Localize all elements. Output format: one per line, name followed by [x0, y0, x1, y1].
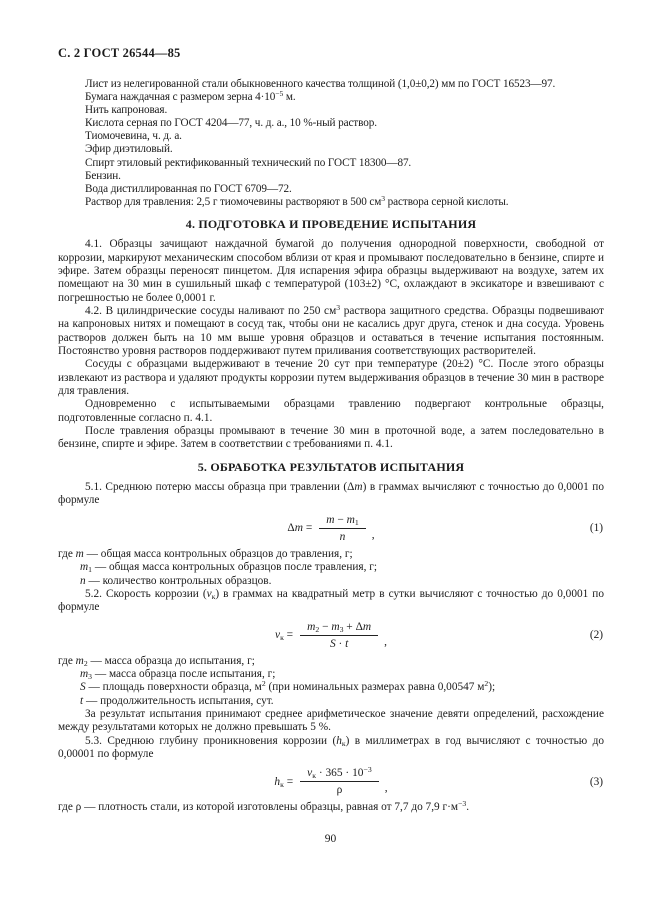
material-line: Спирт этиловый ректификованный технический по ГОСТ 18300—87. [85, 156, 412, 169]
paragraph-4-2: 4.2. В цилиндрические сосуды наливают по 250 $см^3$ раствора защитного средства. Образцы подвешивают на капроновых нитях и помещают в сосуд так, чтобы они не касались друг друга, стенок и дна сосуда. Уровень растворов должен быть на 10 мм выше уровня образцов и оставаться в течение испытания постоянным. Постоянство уровня растворов поддерживают путем приливания соответствующих растворителей. [58, 302, 604, 358]
page-header: С. 2 ГОСТ 26544—85 [58, 46, 181, 60]
formula-1-lhs: Δm = [287, 522, 313, 535]
formula-1-comma: , [371, 528, 375, 541]
section-4-heading: 4. ПОДГОТОВКА И ПРОВЕДЕНИЕ ИСПЫТАНИЯ [185, 216, 477, 231]
formula-2 [58, 620, 604, 651]
formula-2-comma: , [384, 635, 387, 648]
material-line: Нить капроновая. [85, 104, 168, 117]
formula-2-numerator: $m_2 - m_3 + \Delta m$ [300, 620, 378, 636]
definition-m2: где $m_2$ — масса образца до испытания, г; [58, 654, 255, 668]
definition-rho [58, 801, 604, 814]
definitions-formula-1 [58, 548, 604, 588]
paragraph-5-1: 5.1. Среднюю потерю массы образца при травлении (Δm) в граммах вычисляют с точностью до 0,0001 по формуле [58, 481, 604, 507]
formula-3-lhs: $h_к$ = [274, 775, 294, 789]
formula-1 [58, 513, 604, 544]
materials-list [58, 78, 604, 209]
definition-rho-line: где ρ — плотность стали, из которой изготовлены образцы, равная от 7,7 до 7,9 $г\cdot м^{-3}$. [58, 799, 470, 814]
definition-S: S — площадь поверхности образца, $м^2$ (при номинальных размерах равна 0,00547 $м^2$); [80, 679, 496, 694]
paragraph-result: За результат испытания принимают среднее арифметическое значение девяти определений, расхождение между результатами которых не должно превышать 5 %. [58, 707, 604, 734]
paragraph-control-samples: Одновременно с испытываемыми образцами травлению подвергают контрольные образцы, подготовленные согласно п. 4.1. [58, 398, 604, 424]
formula-3-comma: , [384, 782, 388, 795]
definition-t: t — продолжительность испытания, сут. [80, 694, 274, 707]
material-line: Раствор для травления: 2,5 г тиомочевины растворяют в 500 $см^3$ раствора серной кислоты. [85, 193, 509, 208]
paragraph-after-etching: После травления образцы промывают в течение 30 мин в проточной воде, а затем последовательно в бензине, спирте и эфире. Затем в соответствии с требованиями п. 4.1. [58, 425, 604, 451]
formula-3-fraction [300, 766, 379, 797]
formula-3 [58, 766, 604, 797]
definition-n: n — количество контрольных образцов. [80, 574, 272, 587]
formula-1-fraction [319, 513, 365, 544]
paragraph-4-1: 4.1. Образцы зачищают наждачной бумагой до получения однородной поверхности, свободной от коррозии, маркируют механическим способом вблизи от края и промывают последовательно в бензине, спирте и эфире. Затем образцы переносят пинцетом. Для испарения эфира образцы выдерживают на воздухе, затем их помещают на 30 мин в сушильный шкаф с температурой (103±2) °С, охлаждают в эксикаторе и взвешивают с погрешностью не более 0,0001 г. [58, 238, 604, 304]
formula-2-lhs: $v_к$ = [275, 629, 294, 643]
document-body [58, 218, 604, 815]
equation-number-3: (3) [589, 775, 603, 788]
equation-number-2: (2) [589, 629, 603, 642]
formula-2-fraction [300, 620, 378, 651]
paragraph-vessels: Сосуды с образцами выдерживают в течение 20 сут при температуре (20±2) °С. После этого образцы извлекают из раствора и удаляют продукты коррозии путем выдерживания образцов в течение 30 мин в растворе для травления. [58, 358, 604, 398]
definitions-formula-2 [58, 655, 604, 708]
paragraph-5-2: 5.2. Скорость коррозии $(v_к)$ в граммах на квадратный метр в сутки вычисляют с точностью до 0,0001 по формуле [58, 587, 604, 614]
formula-1-numerator: $m - m_1$ [319, 513, 365, 529]
material-line: Бензин. [85, 169, 121, 182]
material-line: Вода дистиллированная по ГОСТ 6709—72. [85, 182, 292, 195]
definition-m1: $m_1$ — общая масса контрольных образцов после травления, г; [80, 561, 378, 575]
page-number: 90 [324, 833, 337, 845]
material-line: Лист из нелегированной стали обыкновенного качества толщиной (1,0±0,2) мм по ГОСТ 16523—97. [85, 78, 556, 90]
formula-1-denominator: n [339, 530, 346, 543]
formula-2-denominator: S · t [329, 637, 349, 650]
equation-number-1: (1) [589, 522, 603, 535]
material-line: Тиомочевина, ч. д. а. [85, 130, 182, 143]
section-5-heading: 5. ОБРАБОТКА РЕЗУЛЬТАТОВ ИСПЫТАНИЯ [197, 459, 465, 474]
formula-3-numerator: $v_к \cdot 365 \cdot 10^{-3}$ [300, 766, 379, 782]
material-line: Кислота серная по ГОСТ 4204—77, ч. д. а., 10 %-ный раствор. [85, 117, 377, 130]
material-line: Бумага наждачная с размером зерна $4\cdot 10^{-5}$ м. [85, 88, 296, 104]
paragraph-5-3: 5.3. Среднюю глубину проникновения коррозии $(h_к)$ в миллиметрах в год вычисляют с точностью до 0,00001 по формуле [58, 734, 604, 760]
definition-m3: $m_3$ — масса образца после испытания, г; [80, 667, 276, 682]
formula-3-denominator: ρ [336, 784, 343, 797]
material-line: Эфир диэтиловый. [85, 143, 173, 156]
definition-m: где m — общая масса контрольных образцов до травления, г; [58, 547, 353, 560]
